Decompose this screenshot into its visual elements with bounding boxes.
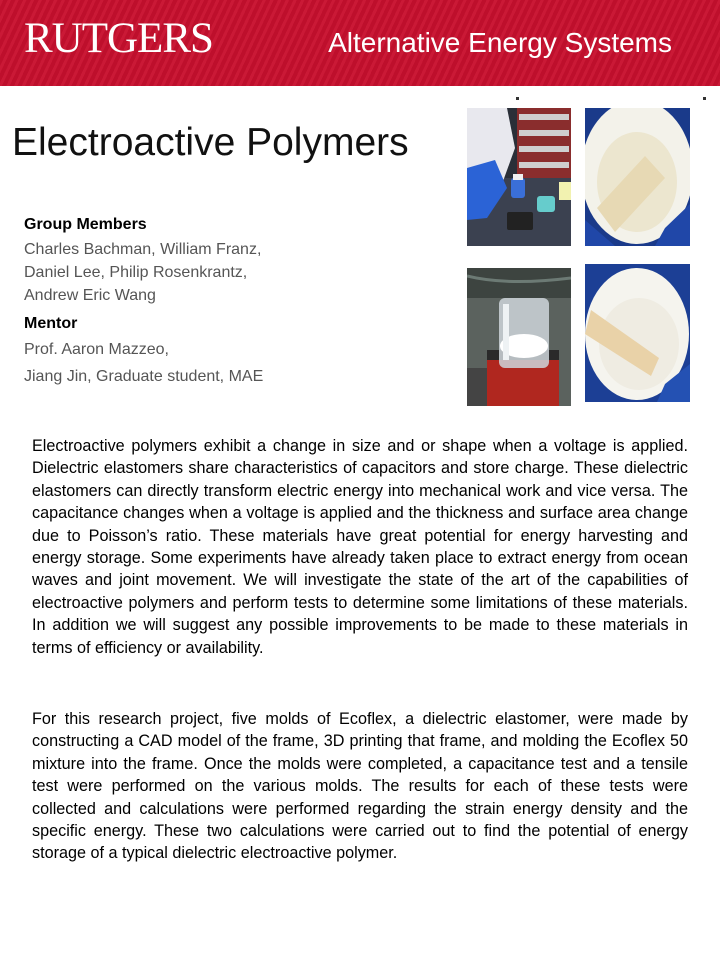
mentor-line: Jiang Jin, Graduate student, MAE [24,368,264,385]
mentor-heading: Mentor [24,315,78,332]
beaker-photo [467,268,571,406]
group-member-line: Andrew Eric Wang [24,287,156,304]
rutgers-logo: RUTGERS [24,15,213,62]
page-title: Electroactive Polymers [12,121,409,164]
group-member-line: Charles Bachman, William Franz, [24,241,262,258]
banner-title: Alternative Energy Systems [328,27,672,58]
intro-paragraph: Electroactive polymers exhibit a change in size and or shape when a voltage is applied. Dielectric elastomers share characteristics of capacitors and store charge. These dielectric elastomers can directly transform electric energy into mechanical work and vice versa. The capacitance changes when a voltage is applied and the thickness and surface area change due to Poisson’s ratio. These materials have great potential for energy harvesting and energy storage. Some experiments have already taken place to extract energy from ocean waves and joint movement. We will investigate the state of the art of the capabilities of electroactive polymers and perform tests to determine some limitations of these materials. In addition we will suggest any possible improvements to be made to these materials in terms of efficiency or availability. [32,437,688,657]
decor-dot [516,97,519,100]
lab-bench-photo [467,108,571,246]
header-banner [0,0,720,86]
group-members-heading: Group Members [24,216,147,233]
polymer-cup-photo [585,108,690,246]
mentor-line: Prof. Aaron Mazzeo, [24,341,169,358]
decor-dot [703,97,706,100]
group-member-line: Daniel Lee, Philip Rosenkrantz, [24,264,248,281]
polymer-strip-photo [585,264,690,402]
method-paragraph: For this research project, five molds of Ecoflex, a dielectric elastomer, were made by constructing a CAD model of the frame, 3D printing that frame, and molding the Ecoflex 50 mixture into the frame. Once the molds were completed, a capacitance test and a tensile test were performed on the various molds. The results for each of these tests were collected and calculations were performed regarding the strain energy density and the specific energy. These two calculations were carried out to find the potential of energy storage of a typical dielectric electroactive polymer. [32,710,688,863]
